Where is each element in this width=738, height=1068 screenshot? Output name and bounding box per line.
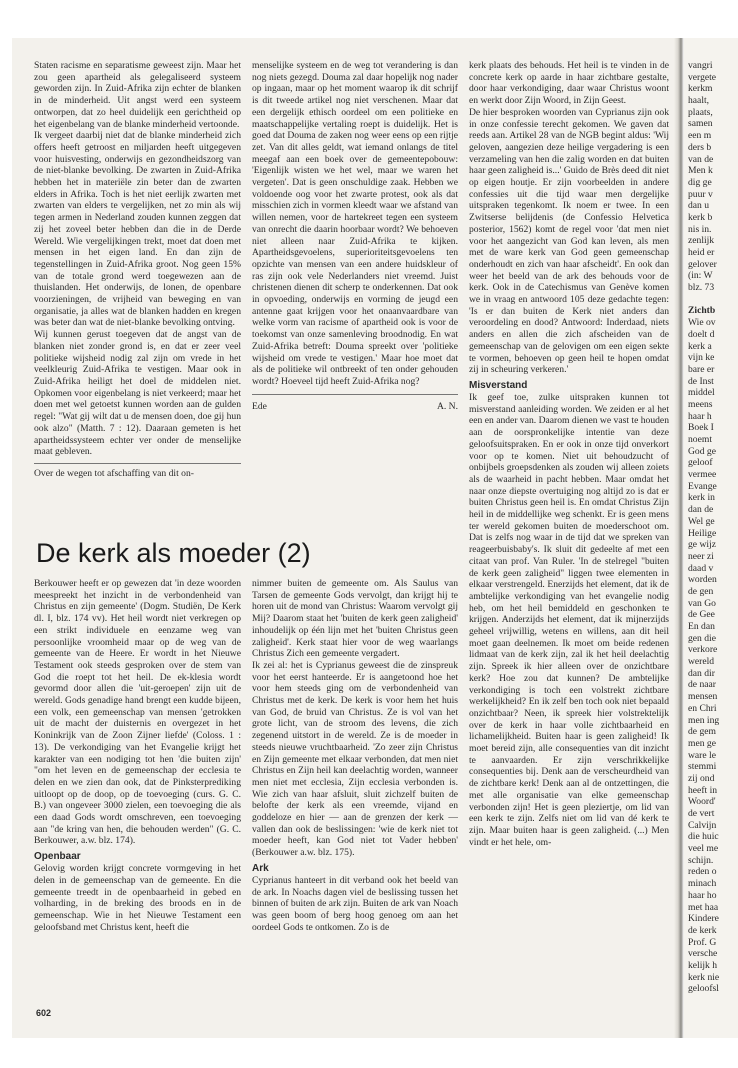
adjacent-page-line: zenlijk <box>688 235 715 247</box>
adjacent-page-line: die huic <box>688 831 719 843</box>
paragraph: De hier besproken woorden van Cyprianus zijn ook in onze confessie terecht gekomen. We gaven dat reeds aan. Artikel 28 van de NGB begint aldus: 'Wij geloven, aangezien deze heilige vergadering is een verzameling van hen die zalig worden en dat buiten haar geen zaligheid is...' Guido de Brès deed dit niet op eigen houtje. Er zijn voorbeelden in andere confessies uit die tijd waar men dergelijke uitspraken tegenkomt. Ik noem er twee. In een Zwitserse belijdenis (de Confessio Helvetica posterior, 1562) komt de regel voor 'dat men niet voor het aangezicht van God kan leven, als men met de ware kerk van God geen gemeenschap onderhoudt en zich van haar afscheidt'. En ook dan weer het beeld van de ark des behouds voor de kerk. Ook in de Catechismus van Genève komen we in vraag en antwoord 105 deze gedachte tegen: 'Is er dan buiten de Kerk niet anders dan veroordeling en dood? Antwoord: Inderdaad, niets anders en allen die zich afscheiden van de gemeenschap van de gelovigen om een eigen sekte te vormen, behoeven op geen heil te hopen omdat zij in scheuring verkeren.' <box>469 106 669 376</box>
adjacent-page-line: Calvijn <box>688 819 717 831</box>
adjacent-page-line: vijn ke <box>688 352 715 364</box>
signature-place: Ede <box>252 400 267 412</box>
adjacent-page-line: de kerk <box>688 924 717 936</box>
adjacent-page-line: geloof <box>688 457 713 469</box>
adjacent-page-line: vergete <box>688 71 717 83</box>
adjacent-page-line: de gen <box>688 585 714 597</box>
adjacent-page-line: heid er <box>688 247 715 258</box>
adjacent-page-line: middel <box>688 387 715 399</box>
divider <box>34 463 241 464</box>
adjacent-page-line: worden <box>688 574 717 586</box>
adjacent-page-line: en Chri <box>688 702 717 714</box>
paragraph: menselijke systeem en de weg tot verandering is dan nog niets gezegd. Douma zal daar hopelijk nog nader op ingaan, maar op het moment waarop ik dit schrijf is dit tweede artikel nog niet verschenen. Maar dat een dergelijk ethisch oordeel om een politieke en maatschappelijke vertaling roept is duidelijk. Het is goed dat Douma de zaken nog weer eens op een rijtje zet. Van dit alles geldt, wat iemand onlangs de titel meegaf aan een boek over de gemeentepobouw: 'Eigenlijk wisten we het wel, maar we waren het vergeten'. Dat is geen onschuldige zaak. Hebben we voldoende oog voor het zwarte protest, ook als dat misschien zich in vormen kleedt waar we afstand van willen nemen, voor de hartekreet tegen een systeem van onrecht die daarin hoorbaar wordt? We behoeven niet alleen naar Zuid-Afrika te kijken. Apartheidsgevoelens, superioriteitsgevoelens ten opzichte van mensen van een andere huidskleur of ras zijn ook vele Nederlanders niet vreemd. Juist christenen dienen dit scherp te onderkennen. Dat ook in opvoeding, onderwijs en vorming de jeugd een antenne gaat krijgen voor het onaanvaardbare van welke vorm van racisme of apartheid ook is voor de toekomst van onze samenleving broodnodig. En wat Zuid-Afrika betreft: Douma spreekt over 'politieke wijsheid om vrede te vestigen.' Maar hoe moet dat als de politieke wil ontbreekt of ten onder gehouden wordt? Hoeveel tijd heeft Zuid-Afrika nog? <box>252 60 458 387</box>
adjacent-page-line: geloofsl <box>688 983 719 995</box>
adjacent-page-line: samen <box>688 118 713 130</box>
article-column-1 <box>34 578 241 1008</box>
adjacent-page-line: kerk a <box>688 340 712 352</box>
adjacent-page-line: versche <box>688 948 718 960</box>
section-heading: Ark <box>252 862 269 874</box>
adjacent-page-line: kerk in <box>688 492 715 504</box>
signature-line <box>252 401 458 413</box>
adjacent-page-line: Boek I <box>688 422 714 434</box>
article-column-2 <box>252 578 458 998</box>
adjacent-page-line: haar h <box>688 410 712 422</box>
adjacent-page-line: veel me <box>688 843 719 855</box>
adjacent-page-line: blz. 73 <box>688 282 715 294</box>
adjacent-page-line: plaats, <box>688 106 713 118</box>
divider <box>252 394 458 395</box>
paragraph: Staten racisme en separatisme geweest zijn. Maar het zou geen apartheid als gelegaliseerd systeem geworden zijn. In Zuid-Afrika zijn echter de blanken in de minderheid. Uit angst werd een systeem ontworpen, dat zo heel duidelijk een gerichtheid op het eigenbelang van de blanke minderheid vertoonde. <box>34 60 241 130</box>
adjacent-page-line: Heilige <box>688 527 717 539</box>
adjacent-page-line: kelijk h <box>688 959 718 971</box>
top-article-column-2 <box>252 60 458 530</box>
adjacent-page-line: ware le <box>688 749 716 761</box>
adjacent-page-line: schijn. <box>688 854 714 866</box>
adjacent-page-line: met haa <box>688 901 719 913</box>
adjacent-page-line: kerk b <box>688 211 713 223</box>
article-column-3 <box>469 60 669 1015</box>
adjacent-page-line: heeft in <box>688 784 718 796</box>
page-fold <box>674 38 684 1038</box>
adjacent-page-line: ge wijz <box>688 539 716 551</box>
adjacent-page-line: haar ho <box>688 889 717 901</box>
adjacent-page-line: men ing <box>688 714 720 726</box>
signature-initials: A. N. <box>436 400 458 412</box>
adjacent-page-line: dan u <box>688 200 710 212</box>
adjacent-page-line: haalt, <box>688 95 710 107</box>
adjacent-page-line: de Gee <box>688 609 715 621</box>
adjacent-page-line: Wie ov <box>688 317 716 329</box>
adjacent-page-line: de naar <box>688 679 716 691</box>
adjacent-page-line: Men k <box>688 165 713 177</box>
adjacent-page-line: (in: W <box>688 270 713 282</box>
paragraph: Wij kunnen gerust toegeven dat de angst van de blanken niet zonder grond is, en dat er zeer veel politieke wijsheid nodig zal zijn om vrede in het veelkleurig Zuid-Afrika te vestigen. Maar ook in Zuid-Afrika heiligt het doel de middelen niet. Opkomen voor eigenbelang is niet verkeerd; maar het doen met wel getoetst kunnen worden aan de gulden regel: "Wat gij wilt dat u de mensen doen, doe gij hun ook alzo" (Matth. 7 : 12). Daaraan gemeten is het apartheidssysteem echter ver onder de menselijke maat gebleven. <box>34 329 241 458</box>
adjacent-page-line: gen die <box>688 632 716 644</box>
paragraph: Ik vergeet daarbij niet dat de blanke minderheid zich offers heeft getroost en miljarden heeft uitgegeven voor huisvesting, onderwijs en gezondheidszorg van de niet-blanke bevolking. De zwarten in Zuid-Afrika hebben het in materiële zin beter dan de zwarten elders in Afrika. Toch is het niet eerlijk zwarten met zwarten van elders te vergelijken, net zo min als wij tegen armen in Nederland zouden kunnen zeggen dat zij het zoveel beter hebben dan die in de Derde Wereld. Wie vergelijkingen trekt, moet dat doen met mensen in het eigen land. En dan zijn de tegenstellingen in Zuid-Afrika groot. Nog geen 15% van de totale grond werd toegewezen aan de thuislanden. Het onderwijs, de lonen, de openbare voorzieningen, de vrijheid van beweging en van organisatie, ja alles wat de blanken hadden en kregen was beter dan wat de niet-blanke bevolking ontving. <box>34 130 241 329</box>
adjacent-page-line: een m <box>688 130 712 142</box>
section-heading: Misverstand <box>469 379 528 391</box>
adjacent-page-line: reden o <box>688 866 717 878</box>
adjacent-page-line: vangri <box>688 60 713 71</box>
adjacent-page-line: neer zi <box>688 550 714 562</box>
adjacent-page-line: men ge <box>688 737 716 749</box>
adjacent-page-line: stemmi <box>688 761 717 773</box>
adjacent-page-line: Woord' <box>688 796 716 808</box>
adjacent-page-line: kerk nie <box>688 971 720 983</box>
adjacent-page-line: ders b <box>688 141 712 153</box>
adjacent-page-line: Zichtb <box>688 305 716 317</box>
adjacent-page <box>684 38 738 1038</box>
article-title: De kerk als moeder (2) <box>36 538 311 568</box>
adjacent-page-line: En dan <box>688 621 715 632</box>
adjacent-page-line: daad v <box>688 562 714 574</box>
top-article-column-1 <box>34 60 241 530</box>
adjacent-page-line: vermee <box>688 469 717 481</box>
adjacent-page-line: Prof. G <box>688 936 717 948</box>
paragraph: Gelovig worden krijgt concrete vormgeving in het delen in de gemeenschap van de gemeente. En die gemeente treedt in de openbaarheid in gebed en volharding, in de breking des broods en in de gemeenschap. Wie in het Nieuwe Testament een geloofsband met Christus kent, heeft die <box>34 863 241 933</box>
adjacent-page-column <box>688 60 738 1015</box>
adjacent-page-line: Kindere <box>688 913 719 925</box>
paragraph: Ik geef toe, zulke uitspraken kunnen tot misverstand aanleiding worden. We zeiden er al het een en ander van. Daarom dienen we vast te houden aan de oorspronkelijke intentie van deze geloofsuitspraken. En er ook in onze tijd onverkort voor op te komen. Niet uit behoudzucht of onbijbels groepsdenken als zouden wij alleen zoiets als de waarheid in pacht hebben. Maar omdat het naar onze diepste overtuiging nog altijd zo is dat er buiten Christus geen heil is. En omdat Christus Zijn heil in de middellijke weg schenkt. Er is geen mens ter wereld gekomen buiten de moederschoot om. Dat is zelfs nog waar in de tijd dat we spreken van reageerbuisbaby's. Ik sluit dit gedeelte af met een citaat van prof. Van Ruler. 'In de stelregel "buiten de kerk geen zaligheid" liggen twee elementen in elkaar verstrengeld. Enerzijds het element, dat ik de ambtelijke verkondiging van het evangelie nodig heb, om het heil bemiddeld en geschonken te krijgen. Anderzijds het element, dat ik mijnerzijds geheel vrijwillig, wetens en willens, aan dit heil moet gaan deelnemen. Ik moet om beide redenen lidmaat van de kerk zijn, zal ik het heil deelachtig zijn. Spreek ik hier alleen over de onzichtbare kerk? Hoe zou dat kunnen? De ambtelijke verkondiging is toch een volstrekt zichtbare werkelijkheid? En ik zelf ben toch ook niet bepaald onzichtbaar? Neen, ik spreek hier volstrektelijk over de kerk in haar volle zichtbaarheid en lichamelijkheid. Buiten haar is geen zaligheid! Ik moet bereid zijn, alle consequenties van dit inzicht te aanvaarden. Er zijn verschrikkelijke consequenties bij. Denk aan de verscheurdheid van de zichtbare kerk! Denk aan al de ontzettingen, die met alle organisatie van elke gemeenschap verbonden zijn! Het is geen pleziertje, om lid van een kerk te zijn. Zelfs niet om lid van dé kerk te zijn. Maar buiten haar is geen zaligheid. (...) Men vindt er het hele, om- <box>469 391 669 848</box>
adjacent-page-line: bare er <box>688 363 715 375</box>
adjacent-page-line: verkore <box>688 644 718 656</box>
adjacent-page-line: dan dir <box>688 667 715 679</box>
adjacent-page-line: puur v <box>688 188 713 200</box>
magazine-page <box>12 38 738 1038</box>
adjacent-page-line: meens <box>688 398 713 410</box>
paragraph: kerk plaats des behouds. Het heil is te vinden in de concrete kerk op aarde in haar zichtbare gestalte, door haar verkondiging, daar waar Christus woont en werkt door Zijn Woord, in Zijn Geest. <box>469 60 669 107</box>
page-number: 602 <box>36 1008 52 1018</box>
adjacent-page-line: noemt <box>688 434 712 445</box>
paragraph: Over de wegen tot afschaffing van dit on- <box>34 467 194 479</box>
adjacent-page-line: van de <box>688 153 714 165</box>
adjacent-page-line: zij ond <box>688 772 715 784</box>
paragraph: Berkouwer heeft er op gewezen dat 'in deze woorden meespreekt het inzicht in de verbondenheid van Christus en zijn gemeente' (Dogm. Studiën, De Kerk dl. I, blz. 174 vv). Het heil wordt niet verkregen op een strikt individuele en eenzame weg van persoonlijke vroomheid maar op de weg van de gemeente van de Heere. Er wordt in het Nieuwe Testament ook steeds gesproken over de stem van God die roept tot het heil. De ek-klesia wordt gevormd door allen die 'uit-geroepen' zijn uit de wereld. Gods genadige hand brengt een kudde bijeen, een volk, een gemeenschap van mensen 'getrokken uit de macht der duisternis en overgezet in het Koninkrijk van de Zoon Zijner liefde' (Coloss. 1 : 13). De verkondiging van het Evangelie krijgt het karakter van een nodiging tot hen 'die buiten zijn' "om het leven en de gemeenschap der ecclesia te delen en we zien dan ook, dat de Pinksterprediking uitloopt op de doop, op de toevoeging (curs. G. C. B.) van ongeveer 3000 zielen, een toevoeging die als een daad Gods wordt omschreven, een toevoeging aan "de kring van hen, die behouden werden" (G. C. Berkouwer, a.w. blz. 174). <box>34 578 241 847</box>
paragraph: Cyprianus hanteert in dit verband ook het beeld van de ark. In Noachs dagen viel de beslissing tussen het binnen of buiten de ark zijn. Buiten de ark van Noach was geen boom of berg hoog genoeg om aan het oordeel Gods te ontkomen. Zo is de <box>252 874 458 933</box>
adjacent-page-line: dig ge <box>688 176 712 188</box>
adjacent-page-line: mensen <box>688 691 718 703</box>
adjacent-page-line: de gem <box>688 726 716 738</box>
adjacent-page-line: dan de <box>688 504 714 516</box>
adjacent-page-line: minach <box>688 878 717 890</box>
section-heading: Openbaar <box>34 851 81 863</box>
adjacent-page-line: de Inst <box>688 375 714 387</box>
paragraph: nimmer buiten de gemeente om. Als Saulus van Tarsen de gemeente Gods vervolgt, dan krijgt hij te horen uit de mond van Christus: Waarom vervolgt gij Mij? Daarom staat het 'buiten de kerk geen zaligheid' inhoudelijk op één lijn met het 'buiten Christus geen zaligheid'. Kerk staat hier voor de weg waarlangs Christus Zich een gemeente vergadert. <box>252 578 458 660</box>
adjacent-page-line: nis in. <box>688 223 712 235</box>
adjacent-page-line: kerkm <box>688 83 713 95</box>
adjacent-page-line: doelt d <box>688 328 715 340</box>
adjacent-page-line: God ge <box>688 445 716 457</box>
adjacent-page-line: wereld <box>688 656 715 668</box>
adjacent-page-line: Wel ge <box>688 515 715 527</box>
adjacent-page-line: Evange <box>688 480 717 492</box>
adjacent-page-line: de vert <box>688 808 715 819</box>
paragraph: Ik zei al: het is Cyprianus geweest die de zinspreuk voor het eerst hanteerde. Er is aangetoond hoe het voor hem steeds ging om de verbondenheid van Christus met de kerk. De kerk is voor hem het huis van God, de bruid van Christus. Ze is vol van het grote licht, van de stroom des levens, die zich zegenend uitstort in de wereld. Ze is de moeder in steeds nieuwe vruchtbaarheid. 'Zo zeer zijn Christus en Zijn gemeente met elkaar verbonden, dat men niet Christus en Zijn heil kan deelachtig worden, wanneer men niet met ecclesia, Zijn ecclesia verbonden is. Wie zich van haar afsluit, sluit zichzelf buiten de belofte der kerk als een vreemde, vijand en goddeloze en hier — aan de grenzen der kerk — vallen dan ook de beslissingen: 'wie de kerk niet tot moeder heeft, kan God niet tot Vader hebben' (Berkouwer a.w. blz. 175). <box>252 659 458 859</box>
adjacent-page-line: van Go <box>688 597 716 609</box>
adjacent-page-line <box>688 294 738 306</box>
adjacent-page-line: gelover <box>688 258 717 270</box>
